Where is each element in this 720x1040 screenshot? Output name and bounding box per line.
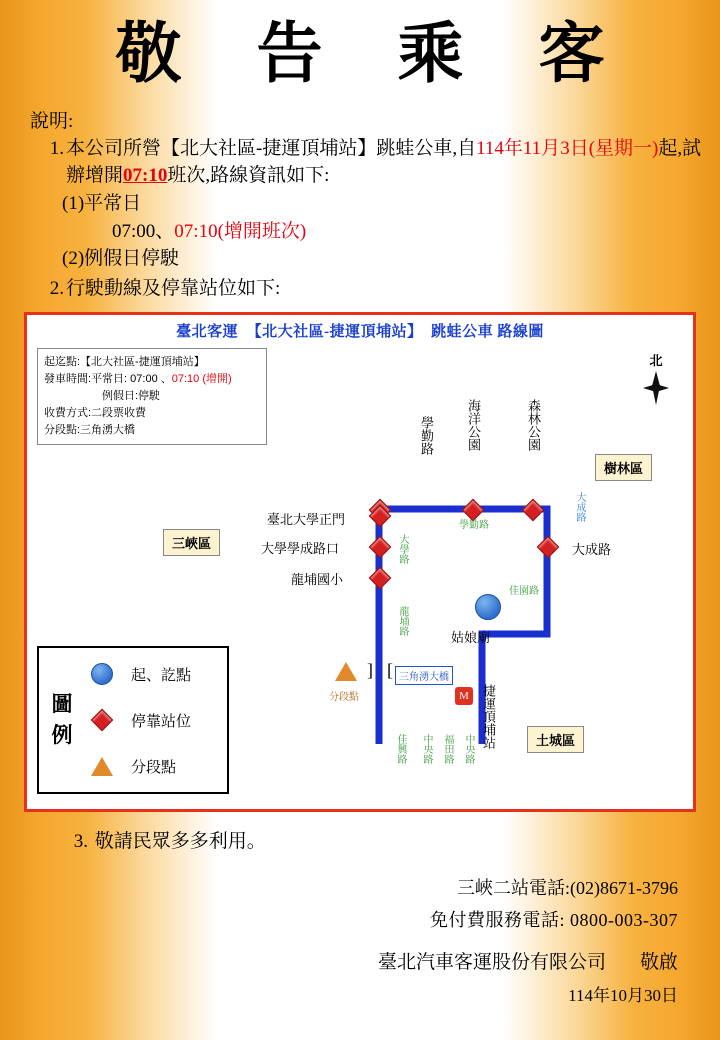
region-shulin: 樹林區 <box>595 454 652 481</box>
compass-label: 北 <box>649 353 663 369</box>
legend-items <box>85 651 227 789</box>
info-departure-weekday: 平常日: 07:00 、 <box>91 373 172 386</box>
item1-text-b: 起,試辦增開 <box>66 137 702 187</box>
notice-list <box>16 135 704 302</box>
orange-triangle-icon <box>335 662 357 681</box>
respect-word: 敬啟 <box>639 952 678 974</box>
red-diamond-icon <box>369 505 392 528</box>
stop-marker-dacheng <box>540 539 556 560</box>
bracket-icon-2: [ <box>387 660 393 681</box>
info-departure-label: 發車時間: <box>44 373 92 386</box>
time-0710-added: 07:10(增開班次) <box>174 220 307 242</box>
notice-item-1 <box>16 135 704 273</box>
map-title-suffix: 跳蛙公車 路線圖 <box>431 324 544 341</box>
map-legend <box>37 646 229 794</box>
stop-label-daxue-xuecheng: 大學學成路口 <box>261 541 340 557</box>
region-sanxia: 三峽區 <box>163 529 220 556</box>
red-diamond-icon <box>85 712 119 728</box>
map-title <box>27 315 693 344</box>
footer-date: 114年10月30日 <box>568 986 678 1006</box>
item1-text-c: 班次,路線資訊如下: <box>167 165 330 187</box>
road-label-daxue: 大學路 <box>397 534 408 565</box>
legend-title-char-1: 圖 <box>51 691 73 716</box>
road-label-xueqin: 學勤路 <box>459 520 489 532</box>
blue-circle-icon <box>85 663 119 685</box>
item1-date-red-a: 114年11月 <box>476 137 561 159</box>
body-content <box>0 106 720 1011</box>
red-diamond-icon <box>537 536 560 559</box>
region-tucheng: 土城區 <box>527 726 584 753</box>
item1-added-time: 07:10 <box>123 165 168 187</box>
map-canvas <box>27 344 693 800</box>
bracket-icon: ] <box>367 660 373 681</box>
stop-label-gunianmiao: 姑娘廟 <box>451 630 491 646</box>
road-label-jiayuan: 佳園路 <box>509 586 539 598</box>
company-name: 臺北汽車客運股份有限公司 <box>377 952 606 974</box>
page-title: 敬 告 乘 客 <box>115 14 631 92</box>
legend-title-char-2: 例 <box>51 723 73 748</box>
stop-marker-longpu-elementary <box>372 570 388 591</box>
info-fare: 收費方式:二段票收費 <box>44 407 147 420</box>
red-diamond-icon <box>522 499 545 522</box>
notice-item-3 <box>62 826 704 853</box>
stop-label-ntpu-gate: 臺北大學正門 <box>267 512 346 528</box>
red-diamond-icon <box>369 536 392 559</box>
item-number: 1. <box>49 137 64 159</box>
compass-needle-icon <box>643 371 669 405</box>
stop-label-ocean-park: 海洋公園 <box>466 399 481 452</box>
item1-weekday-times <box>16 218 704 246</box>
map-title-operator: 臺北客運 <box>176 324 239 341</box>
legend-title <box>39 689 85 752</box>
notice-item-2 <box>16 275 704 303</box>
legend-item-label: 起、訖點 <box>131 667 192 684</box>
road-label-jiaxing: 佳興路 <box>395 734 406 765</box>
item-number: 3. <box>73 831 88 853</box>
stop-label-forest-park: 森林公園 <box>526 399 541 452</box>
stop-marker-ntpu-gate <box>372 508 388 529</box>
fare-point-label: 分段點 <box>329 692 359 704</box>
red-diamond-icon <box>369 567 392 590</box>
footer-company <box>16 946 678 979</box>
time-0700: 07:00 <box>112 220 156 242</box>
stop-label-dingpu-mrt: 捷運頂埔站 <box>481 684 496 750</box>
stop-marker-forest-park <box>525 502 541 523</box>
item1-sub-holiday: (2)例假日停駛 <box>62 248 180 270</box>
terminal-marker-gunianmiao <box>475 594 501 625</box>
legend-item-stop <box>85 697 227 743</box>
stop-label-xueqin: 學勤路 <box>419 416 434 456</box>
info-holiday: 例假日:停駛 <box>102 390 161 403</box>
compass <box>643 350 669 405</box>
road-label-zhongyang-2: 中央路 <box>463 734 474 765</box>
info-departure <box>44 371 260 388</box>
intro-label: 說明: <box>30 110 74 132</box>
legend-item-label: 分段點 <box>131 759 177 776</box>
legend-item-fare-point <box>85 743 227 789</box>
item1-text-a: 本公司所營【北大社區-捷運頂埔站】跳蛙公車,自 <box>66 137 477 159</box>
info-fare-point: 分段點:三角湧大橋 <box>44 424 136 437</box>
stop-label-longpu-elementary: 龍埔國小 <box>291 572 344 588</box>
fare-point-marker <box>335 662 357 686</box>
footer-toll-free: 免付費服務電話: 0800-003-307 <box>430 909 678 930</box>
road-label-longpu: 龍埔路 <box>397 606 408 637</box>
time-separator: 、 <box>155 220 175 242</box>
footer <box>16 873 704 1011</box>
route-map-box <box>24 312 696 812</box>
stop-label-dacheng: 大成路 <box>572 542 612 558</box>
legend-item-label: 停靠站位 <box>131 713 192 730</box>
item-number: 2. <box>49 277 64 299</box>
mrt-icon: M <box>455 687 473 705</box>
item1-sub-weekday: (1)平常日 <box>62 192 142 214</box>
road-label-zhongyang-1: 中央路 <box>421 734 432 765</box>
blue-circle-icon <box>475 594 501 620</box>
route-info-box <box>37 348 267 445</box>
item2-text: 行駛動線及停靠站位如下: <box>66 277 281 299</box>
stop-marker-daxue-xuecheng <box>372 539 388 560</box>
info-origin-dest: 起迄點:【北大社區-捷運頂埔站】 <box>44 356 205 369</box>
map-title-route: 【北大社區-捷運頂埔站】 <box>246 324 423 341</box>
orange-triangle-icon <box>85 757 119 776</box>
road-label-futian: 福田路 <box>442 734 453 765</box>
road-label-dacheng: 大成路 <box>574 492 585 523</box>
legend-item-terminal <box>85 651 227 697</box>
info-departure-added: 07:10 (增開) <box>171 373 232 386</box>
bridge-label: 三角湧大橋 <box>395 666 453 685</box>
item1-date-red-b: 3日(星期一) <box>560 137 659 159</box>
item3-text: 敬請民眾多多利用。 <box>94 831 266 853</box>
footer-phone: 三峽二站電話:(02)8671-3796 <box>457 878 678 899</box>
